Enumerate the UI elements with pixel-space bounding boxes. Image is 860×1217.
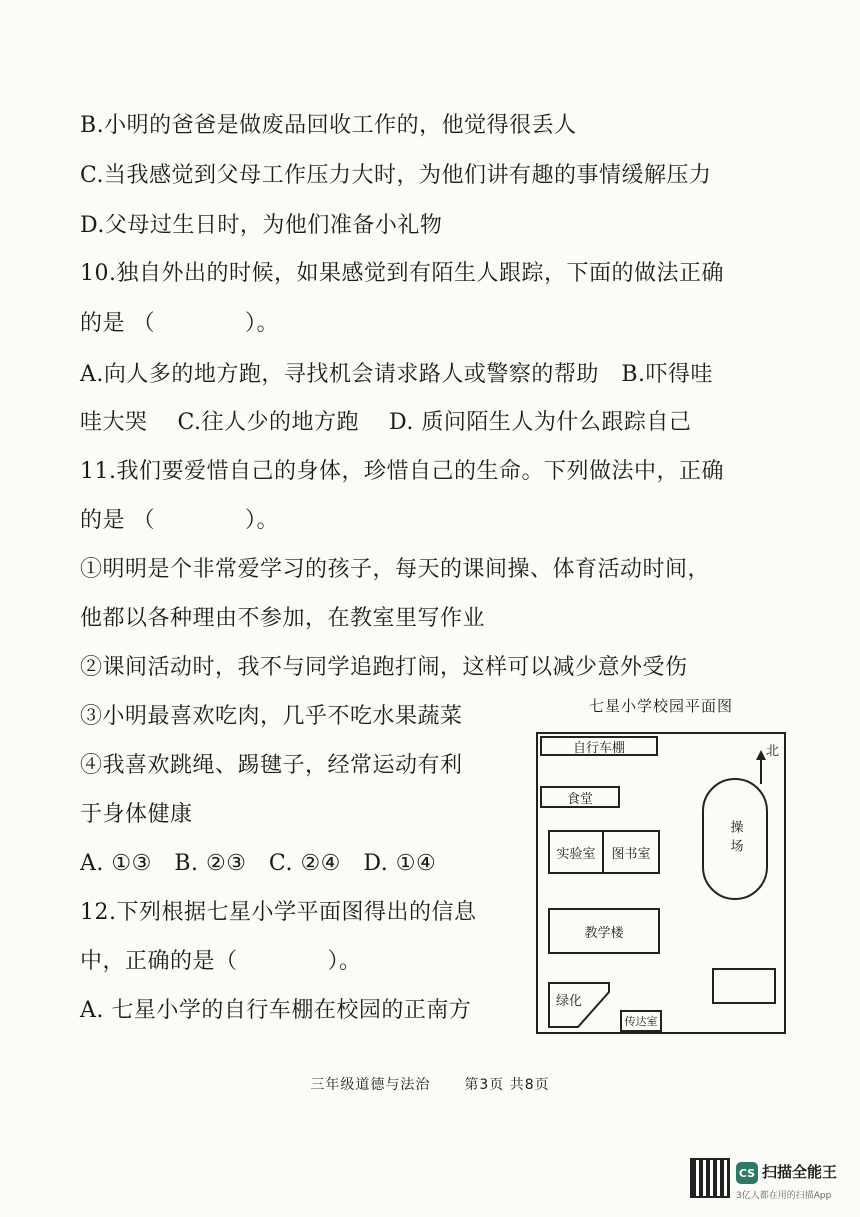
q10-options-line1: A.向人多的地方跑，寻找机会请求路人或警察的帮助 B.吓得哇 [80,362,714,387]
map-library-label: 图书室 [611,846,651,862]
map-playground-label: 操场 [727,820,743,858]
map-guard-label: 传达室 [624,1015,658,1028]
q12-stem-line2: 中，正确的是（ ）。 [80,949,362,974]
q11-item4-line1: ④我喜欢跳绳、踢毽子，经常运动有利 [80,753,463,778]
map-playground [702,778,768,900]
north-arrow-icon [754,750,768,786]
q11-item1-line1: ①明明是个非常爱学习的孩子，每天的课间操、体育活动时间， [80,557,711,582]
q9-option-d: D.父母过生日时，为他们准备小礼物 [80,213,443,238]
scanner-slogan: 3亿人都在用的扫描App [736,1191,832,1201]
q12-stem-line1: 12.下列根据七星小学平面图得出的信息 [80,900,477,925]
q11-item1-line2: 他都以各种理由不参加，在教室里写作业 [80,606,486,631]
q9-option-b: B.小明的爸爸是做废品回收工作的，他觉得很丢人 [80,113,577,138]
map-frame [536,732,786,1034]
q11-item2: ②课间活动时，我不与同学追跑打闹，这样可以减少意外受伤 [80,655,688,680]
map-teaching-label: 教学楼 [584,925,624,941]
map-green-label: 绿化 [556,994,583,1009]
q11-item3: ③小明最喜欢吃肉，几乎不吃水果蔬菜 [80,704,463,729]
map-canteen-label: 食堂 [566,791,593,807]
map-teaching-building [548,908,660,954]
map-bike-shed [540,736,658,756]
scanner-brand: 扫描全能王 [762,1163,838,1181]
footer-subject: 三年级道德与法治 [310,1077,431,1093]
map-library [602,830,660,874]
map-lab [548,830,604,874]
map-empty-block [712,968,776,1004]
school-map-figure [526,696,796,1048]
qr-code-icon [690,1158,730,1198]
q11-stem-line1: 11.我们要爱惜自己的身体，珍惜自己的生命。下列做法中，正确 [80,459,724,484]
q10-options-line2: 哇大哭 C.往人少的地方跑 D. 质问陌生人为什么跟踪自己 [80,410,692,435]
map-canteen [540,786,620,808]
footer-page-number: 第3页 共8页 [464,1077,550,1093]
q12-option-a: A. 七星小学的自行车棚在校园的正南方 [80,998,472,1023]
q11-stem-line2: 的是 （ ）。 [80,508,279,533]
map-green-area [548,982,610,1028]
q10-stem-line2: 的是 （ ）。 [80,311,279,336]
map-bike-shed-label: 自行车棚 [572,740,625,756]
q11-options: A. ①③ B. ②③ C. ②④ D. ①④ [80,851,437,876]
map-guard-room [620,1010,662,1032]
map-title: 七星小学校园平面图 [588,697,733,715]
north-indicator [754,740,784,790]
q11-item4-line2: 于身体健康 [80,802,193,827]
q10-stem-line1: 10.独自外出的时候，如果感觉到有陌生人跟踪，下面的做法正确 [80,261,724,286]
map-lab-label: 实验室 [556,846,596,862]
scanner-watermark [690,1158,860,1204]
cs-logo-icon: CS [736,1162,758,1184]
page-footer [0,1074,860,1094]
north-label: 北 [766,744,780,759]
q9-option-c: C.当我感觉到父母工作压力大时，为他们讲有趣的事情缓解压力 [80,163,712,188]
